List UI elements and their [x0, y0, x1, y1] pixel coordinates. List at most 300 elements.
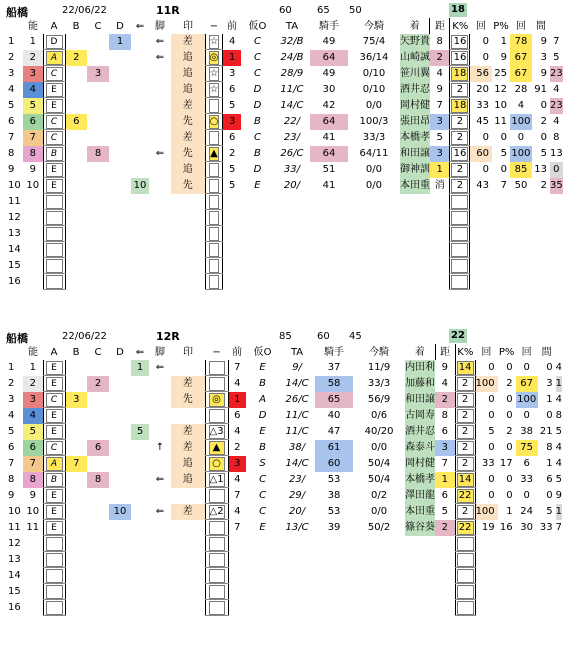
cell-ima: 内田利 — [405, 360, 435, 376]
cell-d — [131, 568, 149, 584]
cell-kishu: 56/9 — [367, 394, 391, 405]
ability-rank: E — [46, 521, 63, 535]
cell-mark — [205, 424, 228, 440]
cell-kari: 14/C — [285, 458, 309, 469]
prediction-mark — [209, 585, 225, 599]
cell-zen — [241, 210, 274, 226]
cell-arr — [149, 114, 171, 130]
cell-b — [87, 194, 109, 210]
cell-k1: 1 — [506, 506, 513, 517]
cell-kishu: 0/10 — [362, 84, 386, 95]
cell-c — [109, 376, 131, 392]
cell-a: 6 — [65, 114, 87, 130]
cell-ashi — [171, 520, 205, 536]
cell-c — [109, 472, 131, 488]
cell-kan: 0 — [550, 162, 563, 178]
cell-ta: 64 — [310, 50, 348, 66]
cell-zen: C — [253, 132, 261, 143]
cell-m2: 4 — [234, 506, 241, 517]
cell-kp — [475, 552, 498, 568]
distance-value: 2 — [451, 115, 468, 129]
header-row — [6, 344, 562, 360]
ability-rank: E — [46, 83, 63, 97]
cell-mark — [205, 98, 223, 114]
row-number: 6 — [8, 442, 15, 453]
cell-kp: 100 — [475, 376, 498, 392]
cell-ashi — [171, 226, 205, 242]
cell-ta: 49 — [322, 36, 336, 48]
row-number: 8 — [8, 148, 15, 159]
table-row — [6, 226, 563, 242]
cell-kari: 26/C — [285, 394, 309, 405]
prediction-mark — [209, 179, 220, 193]
row-number: 7 — [8, 458, 15, 469]
cell-m2: 4 — [234, 474, 241, 485]
cell-chaku: 6 — [441, 490, 448, 501]
cell-ima — [405, 600, 435, 616]
column-header: K% — [455, 344, 475, 360]
ability-rank — [46, 585, 63, 599]
cell-waku: 11 — [26, 522, 40, 533]
cell-ashi: 追 — [171, 82, 205, 98]
cell-waku — [23, 242, 43, 258]
cell-ashi: 追 — [171, 472, 205, 488]
cell-kishu: 0/0 — [365, 164, 383, 175]
cell-kp — [470, 242, 492, 258]
cell-waku — [23, 194, 43, 210]
cell-a — [65, 210, 87, 226]
table-row — [6, 520, 562, 536]
cell-a — [65, 146, 87, 162]
cell-b — [87, 162, 109, 178]
ability-rank: C — [46, 115, 63, 129]
prediction-mark — [209, 99, 220, 113]
cell-ima: 岡村健 — [405, 456, 435, 472]
cell-arr: ⇐ — [155, 362, 165, 374]
cell-k2 — [538, 584, 556, 600]
cell-m2 — [228, 552, 246, 568]
cell-k2: 3 — [546, 378, 553, 389]
cell-chaku — [435, 600, 455, 616]
race-date: 22/06/22 — [62, 331, 107, 342]
table-row — [6, 258, 563, 274]
cell-kp: 0 — [470, 130, 492, 146]
cell-kan: 4 — [555, 394, 563, 405]
cell-ashi — [171, 600, 205, 616]
cell-kishu — [353, 568, 405, 584]
cell-chaku: 7 — [441, 458, 448, 469]
column-header: D — [116, 346, 124, 358]
cell-arr — [149, 536, 171, 552]
cell-zen: C — [253, 68, 261, 79]
cell-m2 — [228, 568, 246, 584]
cell-kari: 11/C — [285, 426, 309, 437]
cell-zen: E — [259, 362, 266, 374]
distance-value: 2 — [451, 83, 468, 97]
cell-kyori — [450, 242, 470, 258]
cell-pp — [516, 552, 538, 568]
column-header — [6, 344, 23, 360]
distance-value: 2 — [451, 163, 468, 177]
cell-ashi — [171, 258, 205, 274]
cell-pp: 4 — [517, 100, 525, 111]
cell-ashi — [171, 488, 205, 504]
cell-mark — [205, 82, 223, 98]
cell-ima — [400, 274, 430, 290]
cell-ta: 53 — [327, 474, 341, 485]
cell-nou — [43, 600, 65, 616]
row-number: 11 — [8, 522, 21, 533]
cell-mark — [205, 568, 228, 584]
cell-ima — [405, 568, 435, 584]
cell-c — [109, 82, 131, 98]
cell-ta: 42 — [322, 100, 336, 111]
cell-arr: ↑ — [155, 442, 165, 453]
cell-chaku — [430, 242, 450, 258]
cell-ashi: 先 — [171, 392, 205, 408]
cell-k1 — [492, 226, 510, 242]
cell-ima: 矢野貴 — [400, 34, 430, 50]
cell-b: 8 — [87, 472, 109, 488]
cell-kan — [550, 194, 563, 210]
cell-nou — [43, 274, 65, 290]
cell-b — [87, 552, 109, 568]
table-row — [6, 162, 563, 178]
cell-zen — [241, 194, 274, 210]
cell-mark — [205, 258, 223, 274]
cell-zen — [241, 258, 274, 274]
cell-m2: 7 — [234, 362, 241, 374]
cell-c: 1 — [109, 34, 131, 50]
cell-ta: 40 — [327, 410, 341, 421]
cell-pp: 30 — [520, 522, 534, 533]
cell-kishu — [353, 536, 405, 552]
cell-k1: 0 — [506, 362, 513, 374]
table-row — [6, 146, 563, 162]
cell-kari: 24/B — [280, 52, 304, 63]
cell-pp — [516, 568, 538, 584]
column-header: A — [50, 20, 58, 32]
cell-b — [87, 226, 109, 242]
cell-kan: 7 — [555, 522, 563, 533]
cell-chaku: 1 — [430, 162, 450, 178]
cell-nou — [43, 210, 65, 226]
distance-value — [457, 585, 474, 599]
cell-kan: 1 — [556, 504, 562, 520]
header-num-3: 45 — [349, 331, 362, 342]
header-num-1: 85 — [279, 331, 292, 342]
cell-kyori — [455, 440, 475, 456]
cell-a — [65, 584, 87, 600]
cell-k2 — [532, 274, 550, 290]
cell-kyori — [455, 488, 475, 504]
cell-arr — [149, 98, 171, 114]
column-header: 回 — [515, 20, 526, 32]
cell-m2 — [223, 274, 241, 290]
cell-kyori — [455, 536, 475, 552]
cell-kan: 4 — [553, 84, 560, 95]
cell-pp: 0 — [523, 362, 530, 374]
cell-kishu — [348, 194, 400, 210]
race-table — [6, 344, 563, 616]
cell-kan: 23 — [550, 66, 563, 82]
cell-kyori — [450, 162, 470, 178]
cell-k1: 17 — [499, 458, 513, 469]
ability-rank: E — [46, 99, 63, 113]
prediction-mark — [209, 211, 220, 225]
cell-a — [65, 360, 87, 376]
cell-ashi — [171, 536, 205, 552]
distance-value — [451, 211, 468, 225]
cell-mark — [205, 600, 228, 616]
cell-ima: 加藤和 — [405, 376, 435, 392]
cell-ta — [310, 258, 348, 274]
cell-ima: 張田昂 — [400, 114, 430, 130]
table-row — [6, 600, 562, 616]
cell-c — [109, 66, 131, 82]
ability-rank — [46, 275, 63, 289]
cell-ashi: 追 — [171, 50, 205, 66]
cell-zen: C — [259, 474, 267, 485]
distance-value — [451, 275, 468, 289]
cell-ta: 53 — [327, 506, 341, 517]
cell-d — [131, 258, 149, 274]
distance-value: 16 — [451, 35, 468, 49]
cell-ima: 澤田龍 — [405, 488, 435, 504]
cell-b — [87, 504, 109, 520]
cell-nou — [43, 34, 65, 50]
cell-zen: C — [259, 506, 267, 517]
cell-m2: 5 — [229, 164, 236, 175]
cell-kyori — [450, 258, 470, 274]
cell-zen: B — [259, 378, 266, 389]
column-header: D — [116, 20, 124, 32]
column-header: 回 — [481, 346, 492, 358]
distance-value — [457, 537, 474, 551]
cell-ima: 山崎誠 — [400, 50, 430, 66]
cell-ashi: 先 — [171, 178, 205, 194]
cell-m2: 2 — [234, 442, 241, 453]
cell-waku: 3 — [23, 66, 43, 82]
cell-kari: 28/9 — [280, 68, 304, 79]
prediction-mark — [209, 489, 225, 503]
cell-arr — [149, 242, 171, 258]
cell-b: 3 — [87, 66, 109, 82]
row-number: 14 — [8, 570, 21, 581]
cell-k2 — [532, 258, 550, 274]
cell-nou — [43, 568, 65, 584]
ability-rank: E — [46, 179, 63, 193]
row-number: 5 — [8, 100, 15, 111]
cell-waku: 3 — [23, 392, 43, 408]
cell-kari — [274, 210, 310, 226]
cell-mark — [205, 504, 228, 520]
cell-kp: 0 — [475, 360, 498, 376]
cell-kishu — [348, 210, 400, 226]
distance-value — [451, 259, 468, 273]
cell-ima: 古岡寿 — [405, 408, 435, 424]
cell-m2: 5 — [229, 100, 236, 111]
cell-b — [87, 210, 109, 226]
cell-kishu — [348, 242, 400, 258]
cell-pp: 67 — [516, 376, 538, 392]
cell-zen — [246, 600, 279, 616]
cell-pp: 38 — [520, 426, 534, 437]
cell-d — [131, 146, 149, 162]
cell-kyori — [455, 472, 475, 488]
table-row — [6, 50, 563, 66]
cell-kyori — [450, 50, 470, 66]
cell-waku: 7 — [23, 130, 43, 146]
cell-kishu: 0/0 — [371, 442, 388, 453]
cell-kari — [279, 584, 315, 600]
cell-c — [109, 584, 131, 600]
cell-kishu: 33/3 — [367, 378, 391, 389]
cell-chaku — [435, 568, 455, 584]
cell-k1 — [492, 258, 510, 274]
row-number: 6 — [8, 116, 15, 127]
cell-kyori — [455, 504, 475, 520]
cell-arr — [149, 258, 171, 274]
cell-m2: 7 — [234, 522, 241, 533]
column-header: K% — [450, 18, 470, 34]
cell-b — [87, 274, 109, 290]
cell-kan: 8 — [553, 132, 560, 143]
cell-mark — [205, 408, 228, 424]
table-row — [6, 98, 563, 114]
row-number: 2 — [8, 378, 15, 389]
cell-ima: 森泰斗 — [405, 440, 435, 456]
cell-ima: 本田重 — [405, 504, 435, 520]
cell-mark — [205, 114, 223, 130]
cell-kan — [550, 226, 563, 242]
cell-arr — [149, 584, 171, 600]
cell-kishu: 0/6 — [371, 410, 388, 421]
table-row — [6, 488, 562, 504]
column-header: 仮O — [248, 20, 267, 32]
cell-b — [87, 130, 109, 146]
cell-waku: 6 — [23, 440, 43, 456]
column-header: A — [50, 346, 58, 358]
cell-d — [131, 242, 149, 258]
cell-kyori — [450, 194, 470, 210]
cell-pp: 67 — [510, 66, 532, 82]
cell-kyori — [455, 600, 475, 616]
cell-kishu: 0/0 — [365, 100, 383, 111]
cell-mark — [205, 440, 228, 456]
cell-zen: B — [254, 148, 261, 159]
cell-ta: 51 — [322, 164, 336, 175]
table-row — [6, 472, 562, 488]
cell-a — [65, 424, 87, 440]
cell-waku — [23, 568, 43, 584]
header-num-1: 60 — [279, 5, 292, 16]
cell-kyori — [455, 456, 475, 472]
cell-kishu: 100/3 — [359, 116, 389, 127]
cell-c — [109, 194, 131, 210]
cell-kishu: 50/4 — [367, 458, 391, 469]
cell-pp: 78 — [510, 34, 532, 50]
row-number: 15 — [8, 260, 21, 271]
cell-waku: 8 — [23, 146, 43, 162]
cell-c — [109, 488, 131, 504]
ability-rank — [46, 227, 63, 241]
cell-nou — [43, 456, 65, 472]
distance-value: 2 — [457, 505, 474, 519]
cell-kan: 9 — [555, 490, 563, 501]
distance-value: 2 — [457, 409, 474, 423]
cell-mark — [205, 360, 228, 376]
cell-kp: 100 — [475, 504, 498, 520]
cell-ima — [405, 536, 435, 552]
cell-ashi: 先 — [171, 146, 205, 162]
cell-ta: 49 — [322, 68, 336, 79]
cell-chaku — [430, 210, 450, 226]
distance-value — [457, 601, 474, 615]
cell-m2 — [228, 600, 246, 616]
cell-kan — [550, 242, 563, 258]
ability-rank: D — [46, 35, 63, 49]
cell-d — [131, 536, 149, 552]
cell-k1: 0 — [506, 474, 513, 485]
cell-kyori — [455, 376, 475, 392]
cell-m2: 4 — [229, 36, 236, 48]
cell-c — [109, 274, 131, 290]
cell-kyori — [455, 408, 475, 424]
cell-ta: 41 — [322, 132, 336, 143]
cell-d: 1 — [131, 360, 149, 376]
column-header: 印 — [183, 20, 193, 32]
cell-kp — [470, 258, 492, 274]
cell-nou — [43, 82, 65, 98]
column-header: TA — [290, 346, 304, 358]
row-number: 8 — [8, 474, 15, 485]
cell-ashi — [171, 274, 205, 290]
cell-a — [65, 178, 87, 194]
cell-waku: 4 — [23, 82, 43, 98]
cell-arr — [149, 392, 171, 408]
cell-d — [131, 226, 149, 242]
cell-c — [109, 210, 131, 226]
cell-mark — [205, 536, 228, 552]
table-row — [6, 210, 563, 226]
cell-kyori — [450, 210, 470, 226]
cell-zen: E — [259, 426, 266, 437]
cell-waku: 6 — [23, 114, 43, 130]
cell-pp: 100 — [510, 146, 532, 162]
cell-ta: 39 — [327, 522, 341, 533]
cell-nou — [43, 50, 65, 66]
cell-a — [65, 408, 87, 424]
cell-k1: 0 — [506, 410, 513, 421]
cell-d — [131, 34, 149, 50]
cell-kp: 33 — [475, 456, 498, 472]
ability-rank: C — [46, 441, 63, 455]
ability-rank: E — [46, 425, 63, 439]
cell-nou — [43, 424, 65, 440]
prediction-mark — [209, 601, 225, 615]
cell-k2: 13 — [534, 164, 547, 175]
table-row — [6, 178, 563, 194]
cell-waku — [23, 226, 43, 242]
cell-ta: 65 — [315, 392, 353, 408]
cell-a — [65, 274, 87, 290]
cell-c — [109, 162, 131, 178]
cell-ima: 和田譲 — [400, 146, 430, 162]
row-number: 9 — [8, 490, 15, 501]
cell-ima: 和田譲 — [405, 392, 435, 408]
cell-a: 3 — [65, 392, 87, 408]
